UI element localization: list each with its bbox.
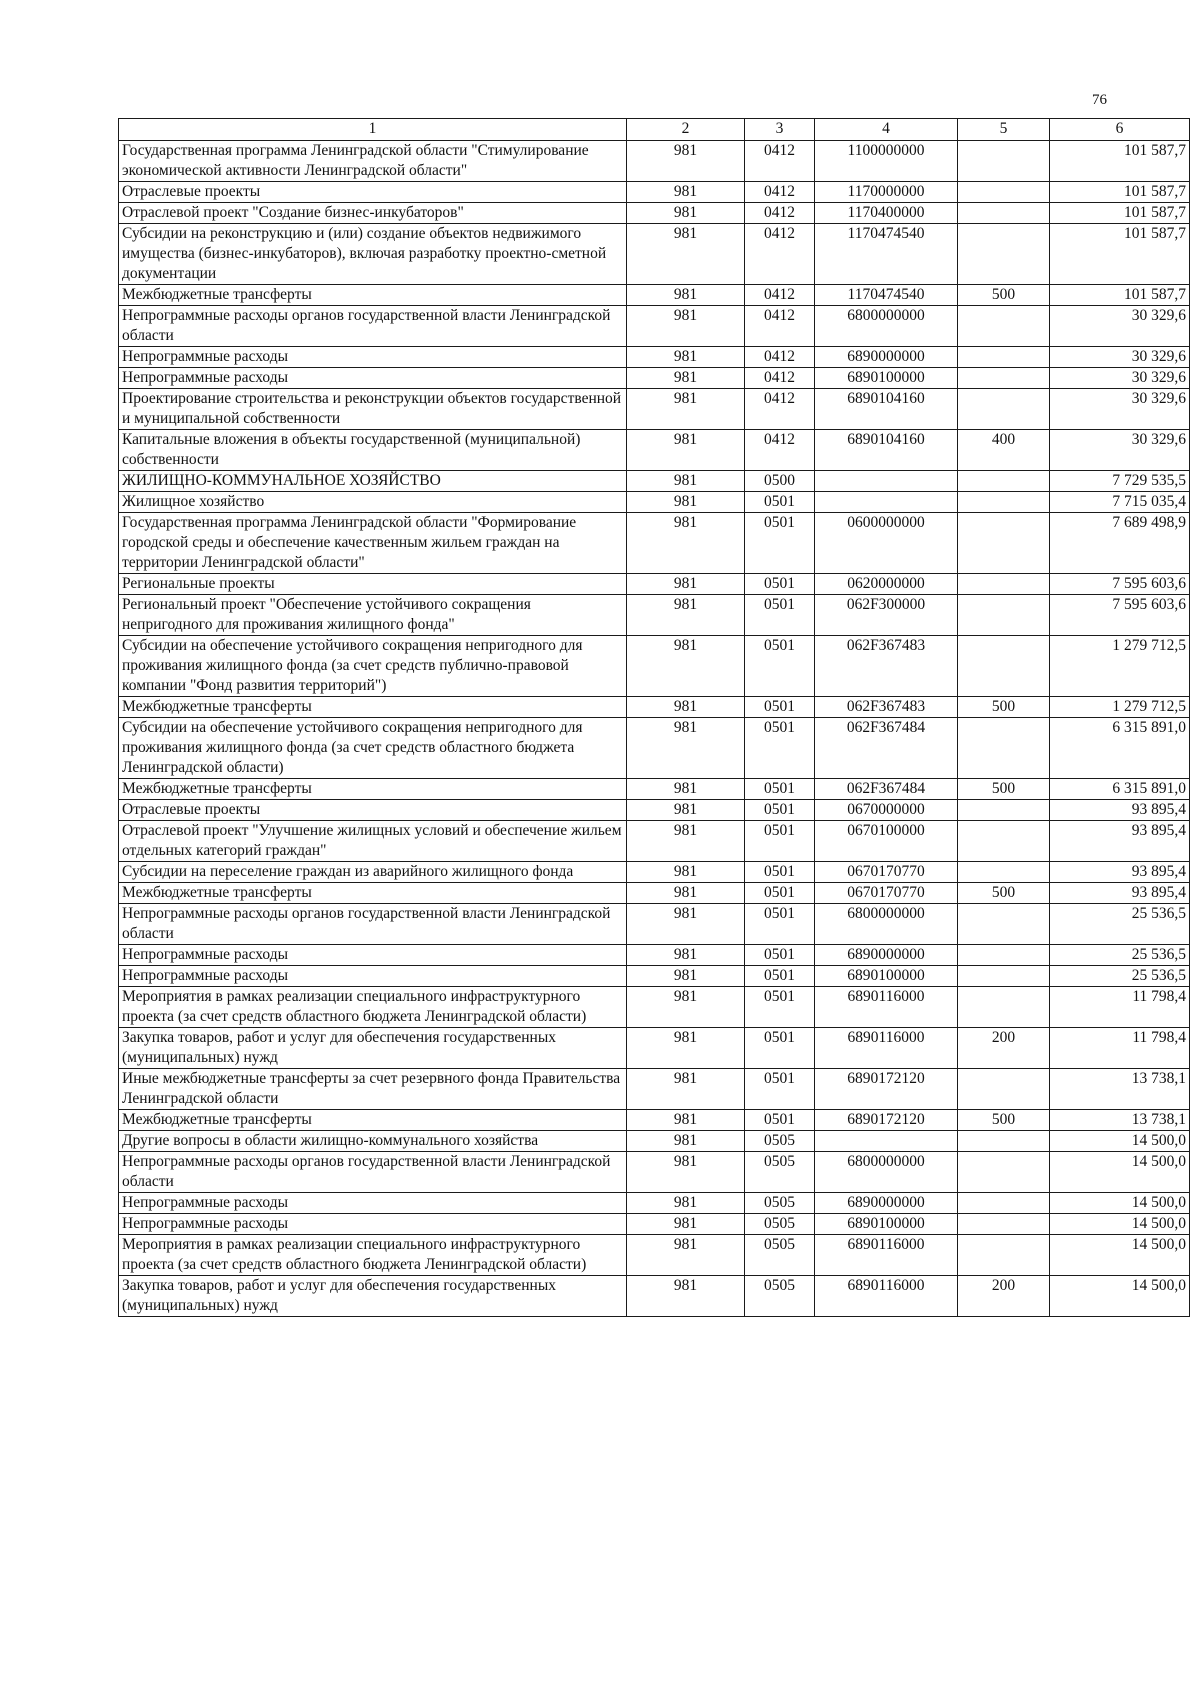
expense-type-cell: [958, 1214, 1050, 1235]
section-code-cell: 0412: [745, 203, 815, 224]
table-row: [119, 141, 1190, 182]
row-name-cell: Иные межбюджетные трансферты за счет резервного фонда Правительства Ленинградской области: [119, 1069, 627, 1110]
ministry-code-cell: 981: [627, 1110, 745, 1131]
section-code-cell: 0501: [745, 595, 815, 636]
expense-type-cell: 500: [958, 697, 1050, 718]
target-article-cell: 6890104160: [815, 389, 958, 430]
target-article-cell: [815, 1131, 958, 1152]
target-article-cell: 1170474540: [815, 224, 958, 285]
amount-cell: 1 279 712,5: [1050, 697, 1190, 718]
table-row: [119, 1131, 1190, 1152]
table-row: [119, 1235, 1190, 1276]
amount-cell: 101 587,7: [1050, 285, 1190, 306]
row-name-cell: Межбюджетные трансферты: [119, 697, 627, 718]
target-article-cell: 6890116000: [815, 987, 958, 1028]
section-code-cell: 0412: [745, 141, 815, 182]
target-article-cell: 0670170770: [815, 862, 958, 883]
section-code-cell: 0501: [745, 1069, 815, 1110]
ministry-code-cell: 981: [627, 224, 745, 285]
ministry-code-cell: 981: [627, 203, 745, 224]
row-name-cell: Непрограммные расходы органов государственной власти Ленинградской области: [119, 904, 627, 945]
target-article-cell: 0670100000: [815, 821, 958, 862]
table-row: [119, 347, 1190, 368]
amount-cell: 1 279 712,5: [1050, 636, 1190, 697]
section-code-cell: 0412: [745, 389, 815, 430]
table-row: [119, 1152, 1190, 1193]
budget-table: [118, 118, 1190, 1317]
ministry-code-cell: 981: [627, 862, 745, 883]
table-row: [119, 1069, 1190, 1110]
row-name-cell: Непрограммные расходы органов государственной власти Ленинградской области: [119, 1152, 627, 1193]
row-name-cell: Непрограммные расходы: [119, 1214, 627, 1235]
ministry-code-cell: 981: [627, 574, 745, 595]
ministry-code-cell: 981: [627, 1152, 745, 1193]
target-article-cell: 062F300000: [815, 595, 958, 636]
target-article-cell: 062F367483: [815, 697, 958, 718]
ministry-code-cell: 981: [627, 636, 745, 697]
section-code-cell: 0412: [745, 285, 815, 306]
row-name-cell: Субсидии на обеспечение устойчивого сокращения непригодного для проживания жилищного фонда (за счет средств публично-правовой компании "Фонд развития территорий"): [119, 636, 627, 697]
target-article-cell: 6890000000: [815, 347, 958, 368]
target-article-cell: 0620000000: [815, 574, 958, 595]
ministry-code-cell: 981: [627, 513, 745, 574]
target-article-cell: [815, 471, 958, 492]
target-article-cell: 6890116000: [815, 1276, 958, 1317]
ministry-code-cell: 981: [627, 1214, 745, 1235]
ministry-code-cell: 981: [627, 945, 745, 966]
section-code-cell: 0501: [745, 1110, 815, 1131]
ministry-code-cell: 981: [627, 595, 745, 636]
amount-cell: 11 798,4: [1050, 987, 1190, 1028]
section-code-cell: 0412: [745, 182, 815, 203]
target-article-cell: 0670170770: [815, 883, 958, 904]
amount-cell: 14 500,0: [1050, 1276, 1190, 1317]
row-name-cell: Отраслевые проекты: [119, 800, 627, 821]
target-article-cell: 6800000000: [815, 904, 958, 945]
row-name-cell: ЖИЛИЩНО-КОММУНАЛЬНОЕ ХОЗЯЙСТВО: [119, 471, 627, 492]
table-header: [119, 119, 1190, 141]
ministry-code-cell: 981: [627, 883, 745, 904]
amount-cell: 30 329,6: [1050, 430, 1190, 471]
ministry-code-cell: 981: [627, 1276, 745, 1317]
amount-cell: 101 587,7: [1050, 182, 1190, 203]
table-row: [119, 966, 1190, 987]
table-row: [119, 1110, 1190, 1131]
expense-type-cell: [958, 224, 1050, 285]
amount-cell: 14 500,0: [1050, 1193, 1190, 1214]
expense-type-cell: [958, 347, 1050, 368]
expense-type-cell: [958, 513, 1050, 574]
header-cell-5: 5: [958, 119, 1050, 141]
target-article-cell: 062F367483: [815, 636, 958, 697]
section-code-cell: 0412: [745, 306, 815, 347]
section-code-cell: 0501: [745, 574, 815, 595]
expense-type-cell: [958, 987, 1050, 1028]
expense-type-cell: 500: [958, 883, 1050, 904]
row-name-cell: Непрограммные расходы: [119, 966, 627, 987]
section-code-cell: 0501: [745, 945, 815, 966]
ministry-code-cell: 981: [627, 1131, 745, 1152]
row-name-cell: Непрограммные расходы: [119, 1193, 627, 1214]
amount-cell: 6 315 891,0: [1050, 779, 1190, 800]
target-article-cell: 062F367484: [815, 718, 958, 779]
amount-cell: 7 595 603,6: [1050, 595, 1190, 636]
ministry-code-cell: 981: [627, 182, 745, 203]
section-code-cell: 0501: [745, 821, 815, 862]
ministry-code-cell: 981: [627, 1235, 745, 1276]
target-article-cell: 1100000000: [815, 141, 958, 182]
section-code-cell: 0501: [745, 966, 815, 987]
expense-type-cell: 200: [958, 1028, 1050, 1069]
expense-type-cell: 500: [958, 779, 1050, 800]
amount-cell: 30 329,6: [1050, 347, 1190, 368]
table-row: [119, 368, 1190, 389]
row-name-cell: Государственная программа Ленинградской области "Формирование городской среды и обеспечение качественным жильем граждан на территории Ленинградской области": [119, 513, 627, 574]
ministry-code-cell: 981: [627, 471, 745, 492]
expense-type-cell: [958, 945, 1050, 966]
target-article-cell: 1170000000: [815, 182, 958, 203]
ministry-code-cell: 981: [627, 697, 745, 718]
row-name-cell: Мероприятия в рамках реализации специального инфраструктурного проекта (за счет средств областного бюджета Ленинградской области): [119, 987, 627, 1028]
table-row: [119, 389, 1190, 430]
amount-cell: 7 595 603,6: [1050, 574, 1190, 595]
header-cell-3: 3: [745, 119, 815, 141]
target-article-cell: 6890100000: [815, 368, 958, 389]
table-row: [119, 574, 1190, 595]
table-row: [119, 306, 1190, 347]
section-code-cell: 0501: [745, 636, 815, 697]
section-code-cell: 0501: [745, 904, 815, 945]
table-row: [119, 718, 1190, 779]
table-row: [119, 203, 1190, 224]
page-number: 76: [1092, 92, 1107, 108]
table-row: [119, 697, 1190, 718]
row-name-cell: Непрограммные расходы: [119, 347, 627, 368]
target-article-cell: 6890104160: [815, 430, 958, 471]
amount-cell: 13 738,1: [1050, 1110, 1190, 1131]
ministry-code-cell: 981: [627, 368, 745, 389]
ministry-code-cell: 981: [627, 389, 745, 430]
row-name-cell: Непрограммные расходы органов государственной власти Ленинградской области: [119, 306, 627, 347]
row-name-cell: Мероприятия в рамках реализации специального инфраструктурного проекта (за счет средств областного бюджета Ленинградской области): [119, 1235, 627, 1276]
expense-type-cell: [958, 800, 1050, 821]
section-code-cell: 0501: [745, 513, 815, 574]
expense-type-cell: [958, 1193, 1050, 1214]
expense-type-cell: 200: [958, 1276, 1050, 1317]
target-article-cell: 6890172120: [815, 1069, 958, 1110]
row-name-cell: Региональные проекты: [119, 574, 627, 595]
header-cell-6: 6: [1050, 119, 1190, 141]
amount-cell: 14 500,0: [1050, 1214, 1190, 1235]
table-row: [119, 987, 1190, 1028]
expense-type-cell: [958, 966, 1050, 987]
row-name-cell: Субсидии на переселение граждан из аварийного жилищного фонда: [119, 862, 627, 883]
table-row: [119, 1193, 1190, 1214]
amount-cell: 30 329,6: [1050, 389, 1190, 430]
table-row: [119, 492, 1190, 513]
ministry-code-cell: 981: [627, 904, 745, 945]
amount-cell: 6 315 891,0: [1050, 718, 1190, 779]
table-row: [119, 430, 1190, 471]
target-article-cell: 1170400000: [815, 203, 958, 224]
section-code-cell: 0412: [745, 368, 815, 389]
ministry-code-cell: 981: [627, 1028, 745, 1069]
table-row: [119, 945, 1190, 966]
header-row: [119, 119, 1190, 141]
section-code-cell: 0501: [745, 697, 815, 718]
expense-type-cell: [958, 718, 1050, 779]
expense-type-cell: [958, 182, 1050, 203]
ministry-code-cell: 981: [627, 779, 745, 800]
row-name-cell: Капитальные вложения в объекты государственной (муниципальной) собственности: [119, 430, 627, 471]
section-code-cell: 0505: [745, 1193, 815, 1214]
row-name-cell: Жилищное хозяйство: [119, 492, 627, 513]
section-code-cell: 0501: [745, 779, 815, 800]
table-row: [119, 1214, 1190, 1235]
expense-type-cell: [958, 862, 1050, 883]
section-code-cell: 0505: [745, 1276, 815, 1317]
section-code-cell: 0505: [745, 1131, 815, 1152]
row-name-cell: Межбюджетные трансферты: [119, 1110, 627, 1131]
expense-type-cell: 500: [958, 1110, 1050, 1131]
section-code-cell: 0500: [745, 471, 815, 492]
section-code-cell: 0505: [745, 1214, 815, 1235]
amount-cell: 14 500,0: [1050, 1131, 1190, 1152]
header-cell-2: 2: [627, 119, 745, 141]
row-name-cell: Региональный проект "Обеспечение устойчивого сокращения непригодного для проживания жилищного фонда": [119, 595, 627, 636]
row-name-cell: Межбюджетные трансферты: [119, 285, 627, 306]
amount-cell: 101 587,7: [1050, 203, 1190, 224]
amount-cell: 30 329,6: [1050, 368, 1190, 389]
row-name-cell: Закупка товаров, работ и услуг для обеспечения государственных (муниципальных) нужд: [119, 1028, 627, 1069]
table-row: [119, 883, 1190, 904]
amount-cell: 93 895,4: [1050, 862, 1190, 883]
section-code-cell: 0501: [745, 492, 815, 513]
table-row: [119, 285, 1190, 306]
ministry-code-cell: 981: [627, 966, 745, 987]
target-article-cell: 6800000000: [815, 306, 958, 347]
table-row: [119, 1028, 1190, 1069]
amount-cell: 7 689 498,9: [1050, 513, 1190, 574]
header-cell-4: 4: [815, 119, 958, 141]
section-code-cell: 0412: [745, 224, 815, 285]
expense-type-cell: [958, 306, 1050, 347]
row-name-cell: Отраслевой проект "Создание бизнес-инкубаторов": [119, 203, 627, 224]
target-article-cell: 6890172120: [815, 1110, 958, 1131]
expense-type-cell: [958, 904, 1050, 945]
expense-type-cell: [958, 492, 1050, 513]
row-name-cell: Другие вопросы в области жилищно-коммунального хозяйства: [119, 1131, 627, 1152]
expense-type-cell: [958, 1235, 1050, 1276]
row-name-cell: Межбюджетные трансферты: [119, 779, 627, 800]
section-code-cell: 0501: [745, 883, 815, 904]
ministry-code-cell: 981: [627, 492, 745, 513]
section-code-cell: 0412: [745, 347, 815, 368]
target-article-cell: 6890100000: [815, 1214, 958, 1235]
amount-cell: 25 536,5: [1050, 945, 1190, 966]
row-name-cell: Государственная программа Ленинградской области "Стимулирование экономической активности Ленинградской области": [119, 141, 627, 182]
ministry-code-cell: 981: [627, 1069, 745, 1110]
expense-type-cell: [958, 389, 1050, 430]
ministry-code-cell: 981: [627, 141, 745, 182]
row-name-cell: Субсидии на реконструкцию и (или) создание объектов недвижимого имущества (бизнес-инкубаторов), включая разработку проектно-сметной документации: [119, 224, 627, 285]
amount-cell: 93 895,4: [1050, 821, 1190, 862]
amount-cell: 93 895,4: [1050, 800, 1190, 821]
header-cell-1: 1: [119, 119, 627, 141]
ministry-code-cell: 981: [627, 306, 745, 347]
table-row: [119, 636, 1190, 697]
section-code-cell: 0501: [745, 800, 815, 821]
expense-type-cell: [958, 368, 1050, 389]
expense-type-cell: [958, 821, 1050, 862]
ministry-code-cell: 981: [627, 987, 745, 1028]
amount-cell: 101 587,7: [1050, 224, 1190, 285]
amount-cell: 30 329,6: [1050, 306, 1190, 347]
section-code-cell: 0501: [745, 862, 815, 883]
table-row: [119, 513, 1190, 574]
expense-type-cell: [958, 595, 1050, 636]
ministry-code-cell: 981: [627, 347, 745, 368]
expense-type-cell: [958, 636, 1050, 697]
target-article-cell: 6800000000: [815, 1152, 958, 1193]
expense-type-cell: [958, 1152, 1050, 1193]
expense-type-cell: 400: [958, 430, 1050, 471]
amount-cell: 25 536,5: [1050, 966, 1190, 987]
ministry-code-cell: 981: [627, 718, 745, 779]
expense-type-cell: [958, 471, 1050, 492]
table-row: [119, 779, 1190, 800]
table-body: [119, 141, 1190, 1317]
row-name-cell: Проектирование строительства и реконструкции объектов государственной и муниципальной собственности: [119, 389, 627, 430]
amount-cell: 13 738,1: [1050, 1069, 1190, 1110]
target-article-cell: 6890000000: [815, 1193, 958, 1214]
expense-type-cell: [958, 574, 1050, 595]
ministry-code-cell: 981: [627, 821, 745, 862]
ministry-code-cell: 981: [627, 430, 745, 471]
table-row: [119, 595, 1190, 636]
ministry-code-cell: 981: [627, 800, 745, 821]
table-row: [119, 821, 1190, 862]
table-row: [119, 224, 1190, 285]
expense-type-cell: [958, 203, 1050, 224]
table-row: [119, 1276, 1190, 1317]
row-name-cell: Отраслевые проекты: [119, 182, 627, 203]
expense-type-cell: [958, 1131, 1050, 1152]
ministry-code-cell: 981: [627, 1193, 745, 1214]
section-code-cell: 0505: [745, 1152, 815, 1193]
target-article-cell: 0670000000: [815, 800, 958, 821]
row-name-cell: Отраслевой проект "Улучшение жилищных условий и обеспечение жильем отдельных категорий граждан": [119, 821, 627, 862]
section-code-cell: 0501: [745, 1028, 815, 1069]
target-article-cell: 6890116000: [815, 1028, 958, 1069]
ministry-code-cell: 981: [627, 285, 745, 306]
target-article-cell: 6890100000: [815, 966, 958, 987]
expense-type-cell: [958, 141, 1050, 182]
target-article-cell: 0600000000: [815, 513, 958, 574]
section-code-cell: 0501: [745, 718, 815, 779]
target-article-cell: 1170474540: [815, 285, 958, 306]
amount-cell: 25 536,5: [1050, 904, 1190, 945]
amount-cell: 14 500,0: [1050, 1235, 1190, 1276]
table-row: [119, 904, 1190, 945]
amount-cell: 7 715 035,4: [1050, 492, 1190, 513]
target-article-cell: 6890000000: [815, 945, 958, 966]
table-row: [119, 800, 1190, 821]
row-name-cell: Непрограммные расходы: [119, 368, 627, 389]
target-article-cell: 062F367484: [815, 779, 958, 800]
amount-cell: 11 798,4: [1050, 1028, 1190, 1069]
target-article-cell: [815, 492, 958, 513]
target-article-cell: 6890116000: [815, 1235, 958, 1276]
row-name-cell: Закупка товаров, работ и услуг для обеспечения государственных (муниципальных) нужд: [119, 1276, 627, 1317]
amount-cell: 93 895,4: [1050, 883, 1190, 904]
amount-cell: 7 729 535,5: [1050, 471, 1190, 492]
expense-type-cell: 500: [958, 285, 1050, 306]
row-name-cell: Межбюджетные трансферты: [119, 883, 627, 904]
section-code-cell: 0501: [745, 987, 815, 1028]
table-row: [119, 862, 1190, 883]
amount-cell: 14 500,0: [1050, 1152, 1190, 1193]
table-row: [119, 182, 1190, 203]
section-code-cell: 0505: [745, 1235, 815, 1276]
row-name-cell: Непрограммные расходы: [119, 945, 627, 966]
amount-cell: 101 587,7: [1050, 141, 1190, 182]
table-row: [119, 471, 1190, 492]
expense-type-cell: [958, 1069, 1050, 1110]
section-code-cell: 0412: [745, 430, 815, 471]
row-name-cell: Субсидии на обеспечение устойчивого сокращения непригодного для проживания жилищного фонда (за счет средств областного бюджета Ленинградской области): [119, 718, 627, 779]
